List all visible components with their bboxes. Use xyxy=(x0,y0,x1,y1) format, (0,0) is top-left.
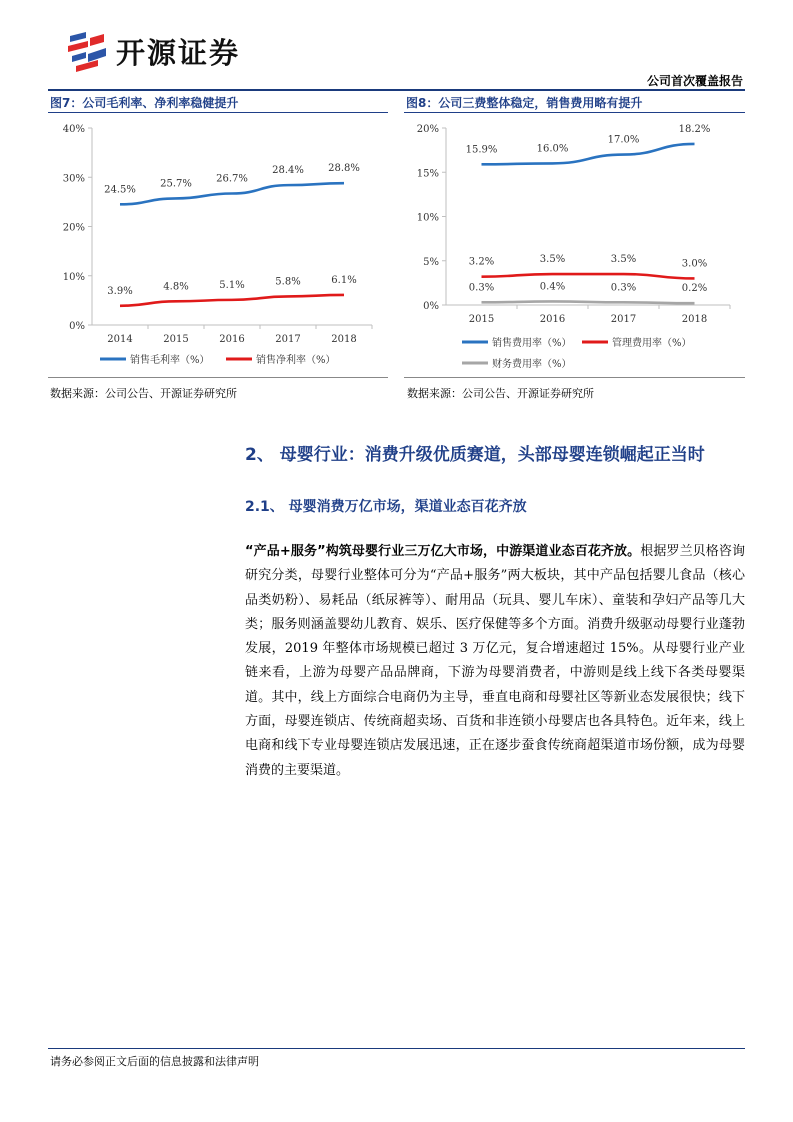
fig8-x-tick-label: 2015 xyxy=(468,314,495,325)
subsection-title: 2.1、 母婴消费万亿市场，渠道业态百花齐放 xyxy=(245,499,527,515)
fig8-data-label: 3.5% xyxy=(539,254,566,266)
fig8-series-line-0 xyxy=(482,144,695,164)
body-paragraph xyxy=(245,540,745,783)
fig8-data-label: 16.0% xyxy=(536,143,569,155)
body-text: 根据罗兰贝格咨询研究分类，母婴行业整体可分为“产品+服务”两大板块，其中产品包括婴儿食品（核心品类奶粉）、易耗品（纸尿裤等）、耐用品（玩具、婴儿车床）、童装和孕妇产品等几大类；服务则涵盖婴幼儿教育、娱乐、医疗保健等多个方面。消费升级驱动母婴行业蓬勃发展，2019 年整体市场规模已超过 3 万亿元，复合增速超过 15%。从母婴行业产业链来看，上游为母婴产品品牌商，下游为母婴消费者，中游则是线上线下各类母婴渠道。其中，线上方面综合电商仍为主导，垂直电商和母婴社区等新业态发展很快；线下方面，母婴连锁店、传统商超卖场、百货和非连锁小母婴店也各具特色。近年来，线上电商和线下专业母婴连锁店发展迅速，正在逐步蚕食传统商超渠道市场份额，成为母婴消费的主要渠道。 xyxy=(245,544,745,778)
fig7-data-label: 28.8% xyxy=(328,163,360,175)
fig8-data-label: 3.2% xyxy=(468,256,495,268)
fig7-y-tick-label: 10% xyxy=(62,271,85,283)
fig7-data-label: 25.7% xyxy=(160,178,192,190)
fig7-y-tick-label: 20% xyxy=(62,222,85,234)
fig8-series-line-1 xyxy=(482,274,695,278)
fig7-data-label: 24.5% xyxy=(104,184,136,196)
fig8-y-tick-label: 20% xyxy=(416,124,439,135)
figure8-chart xyxy=(404,114,745,376)
fig8-y-tick-label: 0% xyxy=(423,301,439,312)
fig8-x-tick-label: 2016 xyxy=(539,314,566,325)
fig7-y-tick-label: 40% xyxy=(62,124,85,135)
fig8-data-label: 0.4% xyxy=(539,281,566,293)
fig7-y-tick-label: 0% xyxy=(69,321,85,332)
fig7-data-label: 28.4% xyxy=(272,165,304,177)
fig7-data-label: 5.1% xyxy=(219,279,245,291)
section-title: 2、 母婴行业：消费升级优质赛道，头部母婴连锁崛起正当时 xyxy=(245,445,705,465)
figure7-chart xyxy=(48,114,388,376)
fig8-data-label: 0.2% xyxy=(681,283,708,295)
fig7-y-tick-label: 30% xyxy=(62,173,85,185)
fig8-legend-label-1: 管理费用率（%） xyxy=(612,338,692,349)
fig7-data-label: 3.9% xyxy=(107,285,133,297)
logo-text: 开源证券 xyxy=(116,35,241,70)
figure7-source-rule xyxy=(48,377,388,378)
figure7-title: 图7：公司毛利率、净利率稳健提升 xyxy=(50,96,239,110)
fig8-series-line-2 xyxy=(482,301,695,303)
figure7-source: 数据来源：公司公告、开源证券研究所 xyxy=(50,387,237,400)
header-rule xyxy=(48,89,745,91)
fig7-data-label: 6.1% xyxy=(331,274,357,286)
fig8-x-tick-label: 2018 xyxy=(681,314,708,325)
report-type: 公司首次覆盖报告 xyxy=(646,74,743,88)
fig7-data-label: 4.8% xyxy=(163,281,189,293)
figure8-source: 数据来源：公司公告、开源证券研究所 xyxy=(407,387,594,400)
fig8-data-label: 3.0% xyxy=(681,258,708,270)
fig8-data-label: 3.5% xyxy=(610,254,637,266)
figure8-title-rule xyxy=(404,112,745,113)
fig7-legend-label-0: 销售毛利率（%） xyxy=(130,355,210,366)
fig8-data-label: 0.3% xyxy=(468,282,495,294)
fig8-data-label: 15.9% xyxy=(465,144,498,156)
footer-rule xyxy=(48,1048,745,1049)
footer-disclaimer: 请务必参阅正文后面的信息披露和法律声明 xyxy=(50,1055,259,1068)
company-logo xyxy=(64,28,240,74)
fig7-x-tick-label: 2015 xyxy=(163,334,189,345)
fig8-x-tick-label: 2017 xyxy=(610,314,637,325)
fig7-x-tick-label: 2014 xyxy=(107,334,133,345)
fig8-y-tick-label: 10% xyxy=(416,212,439,224)
figure8-source-rule xyxy=(404,377,745,378)
figure7-title-rule xyxy=(48,112,388,113)
fig7-series-line-0 xyxy=(120,183,344,204)
fig7-data-label: 5.8% xyxy=(275,276,301,288)
logo-mark-icon xyxy=(64,28,110,74)
fig7-data-label: 26.7% xyxy=(216,173,248,185)
fig7-x-tick-label: 2018 xyxy=(331,334,357,345)
body-lead: “产品+服务”构筑母婴行业三万亿大市场，中游渠道业态百花齐放。 xyxy=(245,544,641,559)
fig8-data-label: 18.2% xyxy=(678,123,711,135)
fig7-series-line-1 xyxy=(120,295,344,306)
fig8-y-tick-label: 15% xyxy=(416,168,439,180)
figure8-title: 图8：公司三费整体稳定，销售费用略有提升 xyxy=(406,96,643,110)
fig8-y-tick-label: 5% xyxy=(423,256,439,268)
fig8-data-label: 0.3% xyxy=(610,282,637,294)
fig8-legend-label-2: 财务费用率（%） xyxy=(492,359,572,370)
fig8-legend-label-0: 销售费用率（%） xyxy=(492,338,572,349)
fig7-x-tick-label: 2016 xyxy=(219,334,245,345)
fig7-x-tick-label: 2017 xyxy=(275,334,301,345)
fig8-data-label: 17.0% xyxy=(607,134,640,146)
fig7-legend-label-1: 销售净利率（%） xyxy=(256,355,336,366)
